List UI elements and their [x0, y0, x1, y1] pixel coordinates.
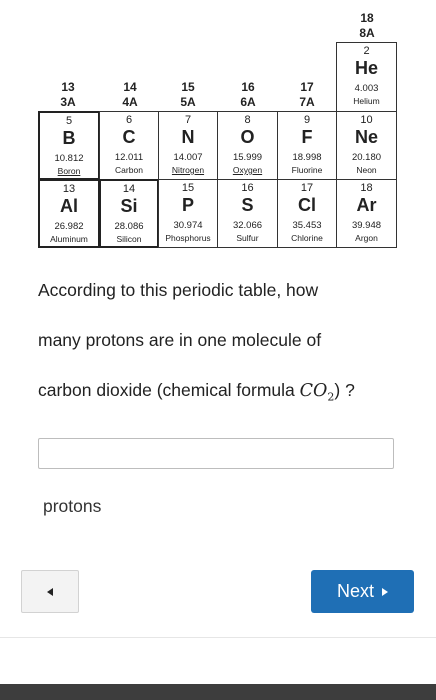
- element-symbol: He: [354, 58, 378, 78]
- atomic-mass: 18.998: [292, 152, 322, 163]
- element-symbol: B: [62, 128, 76, 148]
- element-cell-ar: [336, 179, 397, 248]
- group-number: 17: [300, 80, 314, 94]
- element-cell-p: [158, 179, 218, 248]
- atomic-number: 5: [65, 115, 73, 127]
- group-label: 6A: [240, 95, 256, 109]
- element-name: Fluorine: [291, 165, 323, 175]
- group-header-13: [35, 80, 101, 110]
- left-triangle-icon: [47, 588, 53, 596]
- atomic-number: 17: [300, 182, 314, 194]
- atomic-number: 16: [241, 182, 254, 194]
- atomic-number: 15: [181, 182, 195, 194]
- atomic-mass: 4.003: [354, 83, 379, 94]
- element-cell-b: [38, 111, 100, 180]
- group-label: 5A: [180, 95, 196, 109]
- group-header-18: [336, 11, 398, 41]
- group-number: 15: [181, 80, 195, 94]
- group-header-16: [217, 80, 279, 110]
- element-cell-ne: [336, 111, 397, 180]
- element-name: Argon: [355, 233, 378, 243]
- element-symbol: O: [240, 127, 255, 147]
- atomic-number: 8: [244, 114, 251, 126]
- element-symbol: F: [301, 127, 313, 147]
- group-label: 8A: [359, 26, 375, 40]
- element-cell-f: [277, 111, 337, 180]
- element-cell-c: [99, 111, 159, 180]
- element-name: Phosphorus: [165, 233, 211, 243]
- atomic-number: 13: [62, 183, 76, 195]
- element-symbol: S: [241, 195, 254, 215]
- atomic-mass: 32.066: [232, 220, 263, 231]
- atomic-number: 14: [122, 183, 136, 195]
- element-cell-cl: [277, 179, 337, 248]
- atomic-mass: 12.011: [114, 152, 144, 163]
- question-text-line-2: many protons are in one molecule of: [38, 330, 322, 350]
- element-name: Sulfur: [236, 233, 259, 243]
- element-cell-s: [217, 179, 278, 248]
- answer-unit-label: protons: [43, 496, 102, 516]
- answer-input[interactable]: [38, 438, 394, 469]
- element-symbol: Ne: [354, 127, 378, 147]
- atomic-number: 6: [125, 114, 133, 126]
- question-text-suffix: ) ?: [334, 380, 355, 400]
- element-name: Carbon: [115, 165, 143, 175]
- element-name: Chlorine: [291, 233, 323, 243]
- element-symbol: Al: [60, 196, 78, 216]
- group-header-17: [276, 80, 338, 110]
- group-header-15: [157, 80, 219, 110]
- atomic-number: 18: [360, 182, 373, 194]
- next-button-label: Next: [336, 581, 374, 601]
- atomic-mass: 35.453: [292, 220, 322, 231]
- atomic-mass: 20.180: [351, 152, 382, 163]
- element-name: Aluminum: [50, 234, 88, 244]
- question-text-line-3: [38, 379, 355, 409]
- element-name: Helium: [353, 96, 380, 106]
- group-header-14: [97, 80, 163, 110]
- atomic-mass: 15.999: [232, 152, 263, 163]
- atomic-mass: 14.007: [173, 152, 203, 163]
- element-symbol: Si: [120, 196, 138, 216]
- browser-bottom-bar: [0, 684, 436, 700]
- element-symbol: C: [122, 127, 136, 147]
- previous-button[interactable]: [21, 570, 79, 613]
- formula-base: CO: [299, 381, 328, 401]
- atomic-mass: 10.812: [54, 153, 84, 164]
- element-name: Nitrogen: [171, 165, 205, 175]
- element-cell-he: [336, 42, 397, 112]
- group-label: 3A: [60, 95, 76, 109]
- group-label: 4A: [122, 95, 138, 109]
- question-text-prefix: carbon dioxide (chemical formula: [38, 380, 300, 400]
- question-text-line-1: According to this periodic table, how: [38, 280, 319, 300]
- element-symbol: P: [181, 195, 194, 215]
- element-symbol: Ar: [356, 195, 377, 215]
- element-cell-al: [38, 179, 100, 248]
- group-number: 16: [241, 80, 255, 94]
- element-name: Oxygen: [232, 165, 263, 175]
- next-button[interactable]: [311, 570, 414, 613]
- element-cell-si: [99, 179, 159, 248]
- atomic-mass: 26.982: [54, 221, 84, 232]
- element-name: Boron: [57, 166, 81, 176]
- periodic-table: [0, 0, 436, 260]
- chemical-formula: [299, 381, 335, 404]
- element-symbol: Cl: [298, 195, 316, 215]
- atomic-number: 7: [184, 114, 192, 126]
- group-number: 14: [123, 80, 137, 94]
- element-cell-n: [158, 111, 218, 180]
- formula-subscript: 2: [327, 390, 335, 404]
- atomic-mass: 39.948: [351, 220, 382, 231]
- atomic-mass: 30.974: [173, 220, 203, 231]
- right-triangle-icon: [382, 588, 388, 596]
- element-cell-o: [217, 111, 278, 180]
- element-name: Silicon: [116, 234, 142, 244]
- atomic-number: 9: [303, 114, 311, 126]
- element-name: Neon: [356, 165, 377, 175]
- group-number: 13: [61, 80, 75, 94]
- atomic-number: 2: [363, 45, 370, 57]
- element-symbol: N: [181, 127, 195, 147]
- footer-divider: [0, 637, 436, 638]
- atomic-number: 10: [360, 114, 373, 126]
- group-number: 18: [360, 11, 374, 25]
- atomic-mass: 28.086: [114, 221, 144, 232]
- group-label: 7A: [299, 95, 315, 109]
